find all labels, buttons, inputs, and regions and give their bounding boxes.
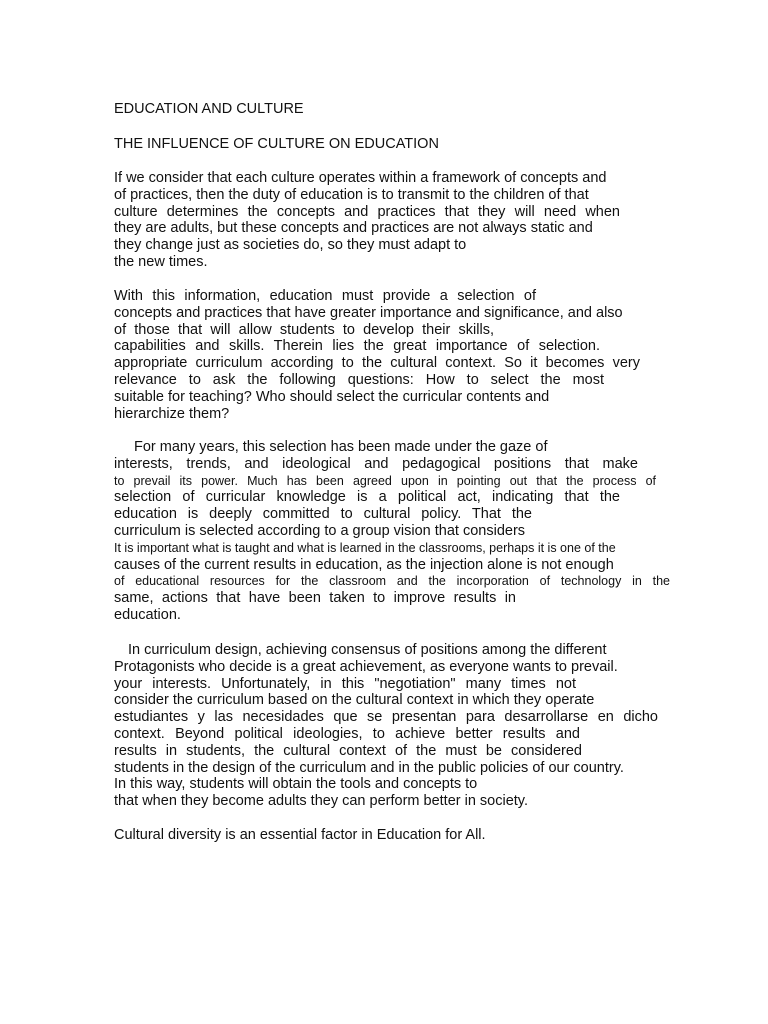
paragraph-line: of those that will allow students to develop their skills, <box>114 321 494 338</box>
paragraph-5 <box>114 827 514 844</box>
paragraph-2 <box>114 288 640 422</box>
paragraph-line: Cultural diversity is an essential factor in Education for All. <box>114 827 486 843</box>
paragraph-line: For many years, this selection has been made under the gaze of <box>134 439 548 455</box>
paragraph-line: estudiantes y las necesidades que se presentan para desarrollarse en dicho <box>114 709 658 726</box>
paragraph-line: to prevail its power. Much has been agreed upon in pointing out that the process of <box>114 473 656 488</box>
paragraph-4 <box>114 642 660 810</box>
paragraph-line: they are adults, but these concepts and practices are not always static and <box>114 220 593 237</box>
paragraph-3 <box>114 439 670 624</box>
paragraph-line: concepts and practices that have greater importance and significance, and also <box>114 304 623 321</box>
paragraph-line: they change just as societies do, so they must adapt to <box>114 237 467 254</box>
paragraph-line: causes of the current results in education, as the injection alone is not enough <box>114 556 614 573</box>
paragraph-line: It is important what is taught and what is learned in the classrooms, perhaps it is one of the <box>114 540 616 555</box>
paragraph-line: same, actions that have been taken to improve results in <box>114 590 516 607</box>
paragraph-line: students in the design of the curriculum and in the public policies of our country. <box>114 759 624 776</box>
document-title: EDUCATION AND CULTURE <box>114 101 304 117</box>
paragraph-line: If we consider that each culture operates within a framework of concepts and <box>114 170 607 186</box>
paragraph-line: education. <box>114 606 181 623</box>
paragraph-line: the new times. <box>114 253 208 270</box>
paragraph-line: of practices, then the duty of education is to transmit to the children of that <box>114 186 589 203</box>
paragraph-line: capabilities and skills. Therein lies the great importance of selection. <box>114 338 600 355</box>
paragraph-line: curriculum is selected according to a group vision that considers <box>114 522 526 539</box>
paragraph-line: relevance to ask the following questions: How to select the most <box>114 371 604 388</box>
paragraph-line: interests, trends, and ideological and pedagogical positions that make <box>114 455 638 472</box>
paragraph-line: hierarchize them? <box>114 405 230 422</box>
paragraph-line: selection of curricular knowledge is a political act, indicating that the <box>114 489 620 506</box>
paragraph-line: that when they become adults they can perform better in society. <box>114 793 529 810</box>
paragraph-line: suitable for teaching? Who should select the curricular contents and <box>114 388 550 405</box>
paragraph-1 <box>114 170 620 271</box>
paragraph-line: With this information, education must provide a selection of <box>114 288 536 304</box>
paragraph-line: appropriate curriculum according to the cultural context. So it becomes very <box>114 355 640 372</box>
document-subtitle: THE INFLUENCE OF CULTURE ON EDUCATION <box>114 136 439 152</box>
paragraph-line: In curriculum design, achieving consensus of positions among the different <box>128 642 607 658</box>
paragraph-line: In this way, students will obtain the tools and concepts to <box>114 776 478 793</box>
paragraph-line: education is deeply committed to cultural policy. That the <box>114 506 532 523</box>
paragraph-line: results in students, the cultural context of the must be considered <box>114 742 582 759</box>
paragraph-line: Protagonists who decide is a great achievement, as everyone wants to prevail. <box>114 658 618 675</box>
paragraph-line: your interests. Unfortunately, in this "negotiation" many times not <box>114 675 576 692</box>
paragraph-line: of educational resources for the classroom and the incorporation of technology in the <box>114 574 670 589</box>
paragraph-line: consider the curriculum based on the cultural context in which they operate <box>114 692 595 709</box>
paragraph-line: context. Beyond political ideologies, to achieve better results and <box>114 725 580 742</box>
paragraph-line: culture determines the concepts and practices that they will need when <box>114 203 620 220</box>
